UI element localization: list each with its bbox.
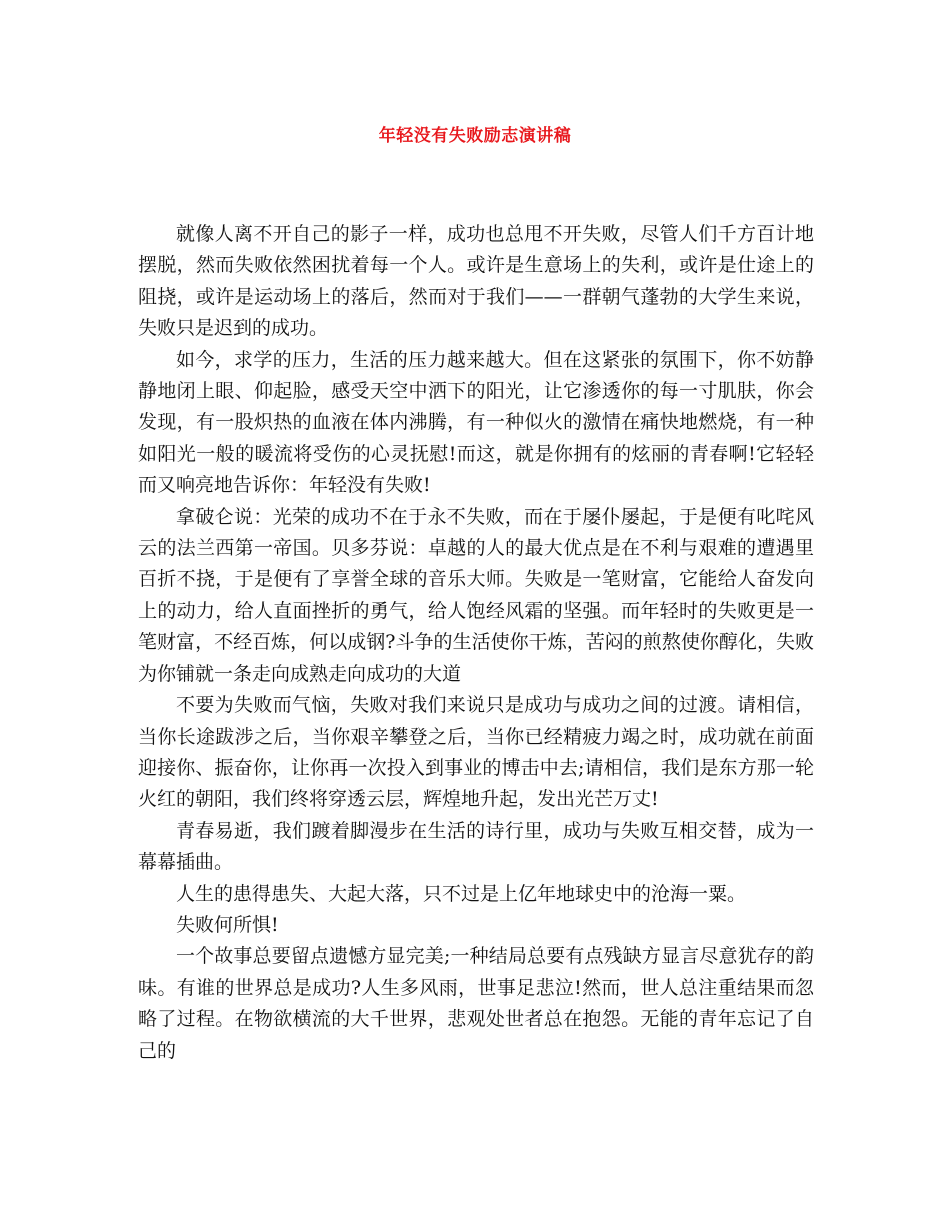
paragraph: 青春易逝，我们踱着脚漫步在生活的诗行里，成功与失败互相交替，成为一幕幕插曲。: [138, 819, 814, 874]
paragraph: 人生的患得患失、大起大落，只不过是上亿年地球史中的沧海一粟。: [176, 882, 747, 905]
paragraph: 如今，求学的压力，生活的压力越来越大。但在这紧张的氛围下，你不妨静静地闭上眼、仰起脸，感受天空中洒下的阳光，让它渗透你的每一寸肌肤，你会发现，有一股炽热的血液在体内沸腾，有一种似火的激情在痛快地燃烧，有一种如阳光一般的暖流将受伤的心灵抚慰!而这，就是你拥有的炫丽的青春啊!它轻轻而又响亮地告诉你：年轻没有失败!: [138, 348, 814, 497]
paragraph: 就像人离不开自己的影子一样，成功也总甩不开失败，尽管人们千方百计地摆脱，然而失败依然困扰着每一个人。或许是生意场上的失利，或许是仕途上的阻挠，或许是运动场上的落后，然而对于我们——一群朝气蓬勃的大学生来说，失败只是迟到的成功。: [138, 223, 814, 340]
paragraph: 失败何所惧!: [176, 913, 279, 936]
document-title: 年轻没有失败励志演讲稿: [378, 126, 572, 146]
paragraph: 拿破仑说：光荣的成功不在于永不失败，而在于屡仆屡起，于是便有叱咤风云的法兰西第一帝国。贝多芬说：卓越的人的最大优点是在不利与艰难的遭遇里百折不挠，于是便有了享誉全球的音乐大师。失败是一笔财富，它能给人奋发向上的动力，给人直面挫折的勇气，给人饱经风霜的坚强。而年轻时的失败更是一笔财富，不经百炼，何以成钢?斗争的生活使你干炼，苦闷的煎熬使你醇化，失败为你铺就一条走向成熟走向成功的大道: [138, 505, 814, 685]
document-body: [138, 219, 814, 1067]
paragraph: 一个故事总要留点遗憾方显完美;一种结局总要有点残缺方显言尽意犹存的韵味。有谁的世界总是成功?人生多风雨，世事足悲泣!然而，世人总注重结果而忽略了过程。在物欲横流的大千世界，悲观处世者总在抱怨。无能的青年忘记了自己的: [138, 945, 814, 1062]
paragraph: 不要为失败而气恼，失败对我们来说只是成功与成功之间的过渡。请相信，当你长途跋涉之后，当你艰辛攀登之后，当你已经精疲力竭之时，成功就在前面迎接你、振奋你，让你再一次投入到事业的博击中去;请相信，我们是东方那一轮火红的朝阳，我们终将穿透云层，辉煌地升起，发出光芒万丈!: [138, 694, 814, 811]
